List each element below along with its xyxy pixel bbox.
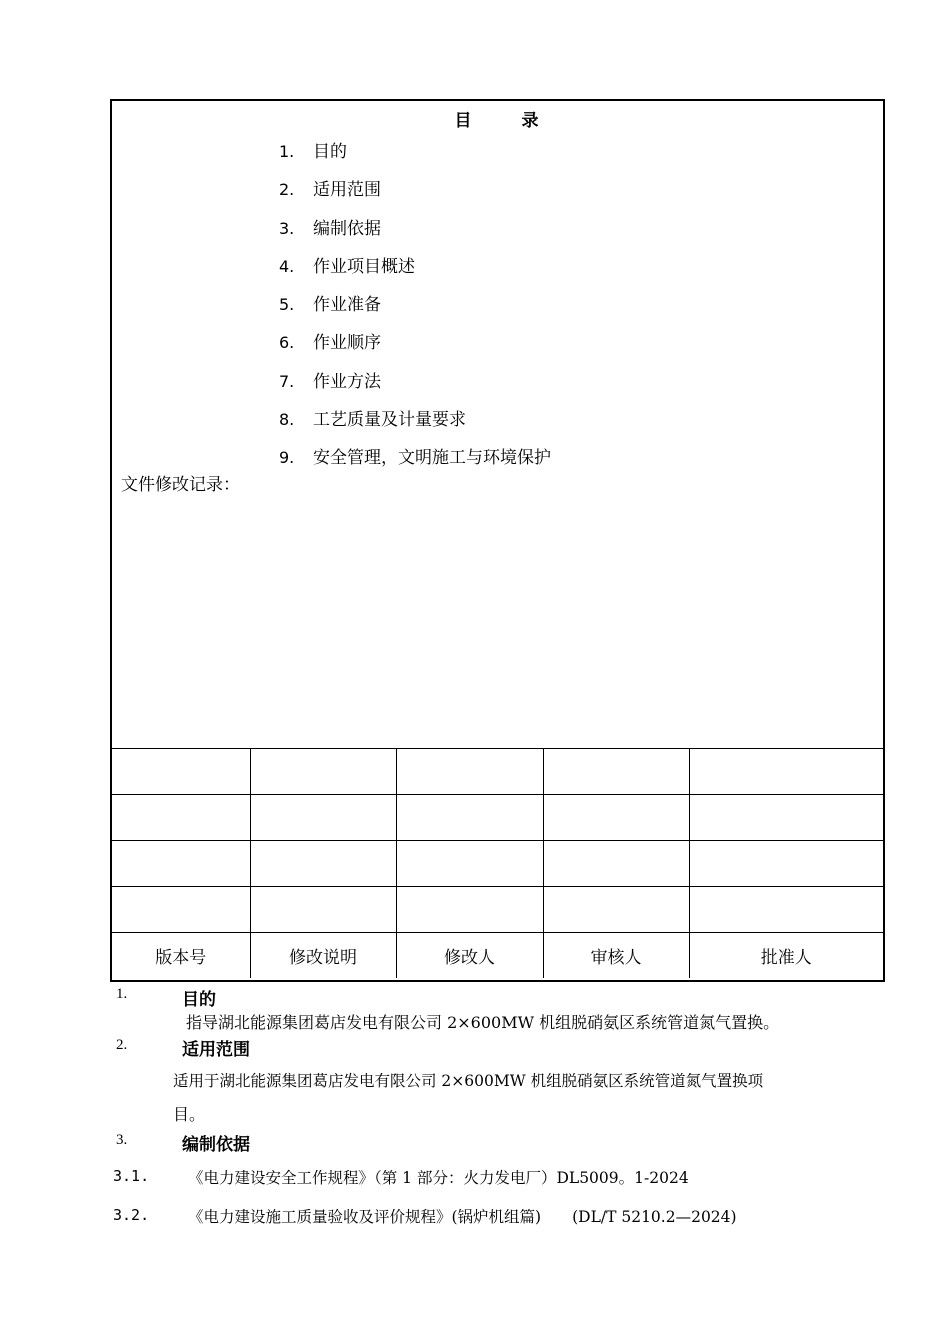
table-cell (250, 887, 396, 933)
toc-item-num: 2. (279, 180, 295, 199)
toc-item-num: 9. (279, 448, 295, 467)
toc-item-num: 3. (279, 219, 295, 238)
header-description: 修改说明 (250, 933, 396, 979)
table-row (112, 795, 883, 841)
section-heading: 编制依据 (182, 1135, 250, 1155)
table-cell (112, 795, 250, 841)
table-cell (396, 887, 543, 933)
toc-item (279, 331, 381, 355)
toc-item-num: 4. (279, 257, 295, 276)
toc-item-label: 作业准备 (313, 295, 381, 315)
section-paragraph: 目。 (173, 1105, 206, 1124)
section-paragraph: 指导湖北能源集团葛店发电有限公司 2×600MW 机组脱硝氨区系统管道氮气置换。 (186, 1013, 780, 1032)
table-cell (689, 749, 883, 795)
table-cell (250, 749, 396, 795)
section-paragraph: 适用于湖北能源集团葛店发电有限公司 2×600MW 机组脱硝氨区系统管道氮气置换项 (173, 1072, 764, 1090)
table-row (112, 749, 883, 795)
toc-title (112, 106, 883, 131)
header-reviewer: 审核人 (543, 933, 689, 979)
toc-item (279, 217, 381, 241)
toc-item-label: 工艺质量及计量要求 (313, 410, 466, 430)
toc-item (279, 446, 551, 470)
revision-record-label: 文件修改记录： (121, 475, 240, 495)
toc-item-label: 作业顺序 (313, 333, 381, 353)
revision-table (112, 748, 883, 978)
toc-title-right: 录 (521, 111, 541, 131)
toc-item-num: 5. (279, 295, 295, 314)
section-heading: 适用范围 (182, 1040, 250, 1060)
toc-item-num: 8. (279, 410, 295, 429)
table-cell (689, 887, 883, 933)
toc-item-label: 作业项目概述 (313, 257, 415, 277)
toc-frame (110, 99, 885, 982)
toc-item (279, 178, 381, 202)
table-cell (543, 841, 689, 887)
toc-item-label: 目的 (313, 142, 347, 162)
reference-number: 3.1. (113, 1167, 150, 1185)
table-cell (543, 887, 689, 933)
toc-title-left: 目 (454, 111, 474, 131)
table-cell (112, 841, 250, 887)
section-number: 3. (116, 1132, 128, 1148)
table-cell (112, 749, 250, 795)
toc-item-num: 1. (279, 142, 295, 161)
section-number: 1. (116, 986, 128, 1002)
section-heading: 目的 (182, 990, 216, 1010)
table-cell (689, 841, 883, 887)
toc-item-num: 6. (279, 333, 295, 352)
table-cell (396, 749, 543, 795)
header-modifier: 修改人 (396, 933, 543, 979)
toc-item (279, 140, 347, 164)
toc-item-label: 适用范围 (313, 180, 381, 200)
table-cell (543, 795, 689, 841)
header-version: 版本号 (112, 933, 250, 979)
section-number: 2. (116, 1037, 128, 1053)
toc-item-num: 7. (279, 372, 295, 391)
table-row (112, 841, 883, 887)
toc-item-label: 编制依据 (313, 219, 381, 239)
header-approver: 批准人 (689, 933, 883, 979)
table-cell (250, 795, 396, 841)
table-row (112, 887, 883, 933)
table-cell (689, 795, 883, 841)
table-cell (396, 841, 543, 887)
table-cell (543, 749, 689, 795)
table-cell (396, 795, 543, 841)
table-header-row (112, 933, 883, 979)
table-cell (250, 841, 396, 887)
toc-item (279, 370, 381, 394)
toc-item-label: 安全管理，文明施工与环境保护 (313, 448, 551, 468)
toc-item (279, 255, 415, 279)
reference-text: 《电力建设施工质量验收及评价规程》(锅炉机组篇) (DL/T 5210.2—2024) (188, 1208, 737, 1226)
table-cell (112, 887, 250, 933)
toc-item (279, 408, 466, 432)
toc-item-label: 作业方法 (313, 372, 381, 392)
reference-number: 3.2. (113, 1206, 150, 1224)
toc-item (279, 293, 381, 317)
reference-text: 《电力建设安全工作规程》（第 1 部分：火力发电厂）DL5009。1-2024 (188, 1169, 689, 1187)
